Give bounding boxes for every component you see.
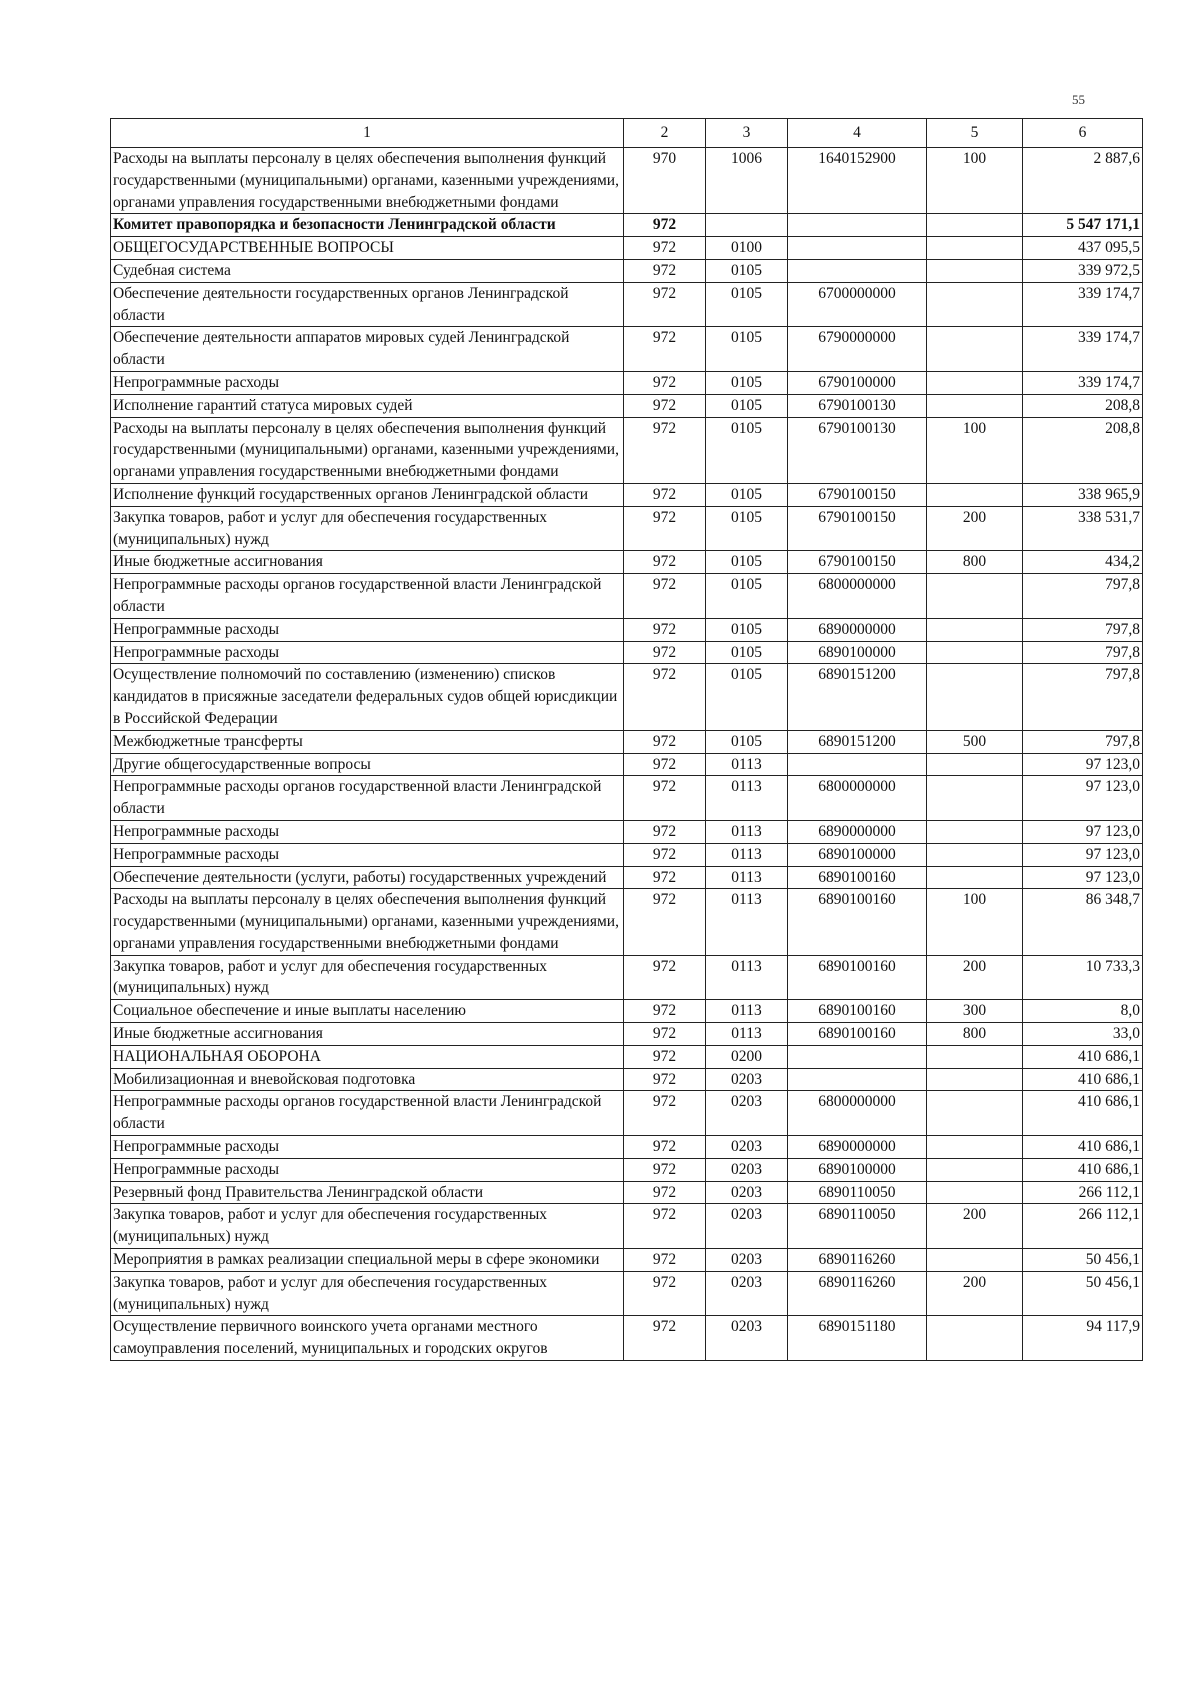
cell-grbs: 972: [624, 214, 706, 237]
cell-rzpr: 0105: [706, 664, 788, 730]
table-row: [111, 1204, 1143, 1249]
cell-amount: 50 456,1: [1023, 1249, 1143, 1272]
cell-vr: [927, 282, 1023, 327]
cell-vr: 500: [927, 730, 1023, 753]
cell-amount: 434,2: [1023, 551, 1143, 574]
cell-vr: [927, 618, 1023, 641]
table-row: [111, 1091, 1143, 1136]
cell-grbs: 972: [624, 1023, 706, 1046]
cell-vr: [927, 753, 1023, 776]
cell-name: Другие общегосударственные вопросы: [111, 753, 624, 776]
cell-grbs: 972: [624, 955, 706, 1000]
cell-amount: 797,8: [1023, 730, 1143, 753]
table-row: [111, 1249, 1143, 1272]
cell-vr: [927, 1249, 1023, 1272]
cell-amount: 797,8: [1023, 618, 1143, 641]
cell-vr: [927, 394, 1023, 417]
table-row: [111, 417, 1143, 483]
cell-name: Расходы на выплаты персоналу в целях обеспечения выполнения функций государственными (муниципальными) органами, казенными учреждениями, органами управления государственными внебюджетными фондами: [111, 417, 624, 483]
cell-csr: 6890100160: [788, 889, 927, 955]
cell-amount: 97 123,0: [1023, 820, 1143, 843]
cell-csr: 6890110050: [788, 1181, 927, 1204]
cell-csr: 6800000000: [788, 1091, 927, 1136]
table-header-row: [111, 119, 1143, 148]
cell-amount: 410 686,1: [1023, 1045, 1143, 1068]
cell-grbs: 972: [624, 1249, 706, 1272]
cell-name: Иные бюджетные ассигнования: [111, 1023, 624, 1046]
table-row: [111, 483, 1143, 506]
cell-vr: [927, 574, 1023, 619]
budget-table: [110, 118, 1143, 1361]
cell-vr: [927, 776, 1023, 821]
cell-rzpr: 0113: [706, 843, 788, 866]
cell-rzpr: 0105: [706, 417, 788, 483]
cell-rzpr: 0105: [706, 371, 788, 394]
table-row: [111, 1181, 1143, 1204]
cell-csr: 6890151200: [788, 730, 927, 753]
cell-vr: [927, 371, 1023, 394]
cell-name: Непрограммные расходы органов государственной власти Ленинградской области: [111, 776, 624, 821]
cell-amount: 339 174,7: [1023, 282, 1143, 327]
cell-name: Исполнение гарантий статуса мировых судей: [111, 394, 624, 417]
cell-amount: 208,8: [1023, 417, 1143, 483]
table-row: [111, 282, 1143, 327]
cell-vr: [927, 641, 1023, 664]
cell-grbs: 972: [624, 776, 706, 821]
cell-amount: 97 123,0: [1023, 776, 1143, 821]
cell-vr: 200: [927, 955, 1023, 1000]
cell-rzpr: 0113: [706, 776, 788, 821]
cell-csr: 6790100130: [788, 394, 927, 417]
cell-vr: 800: [927, 1023, 1023, 1046]
column-header-csr: 4: [788, 119, 927, 148]
cell-grbs: 972: [624, 1136, 706, 1159]
cell-name: Комитет правопорядка и безопасности Ленинградской области: [111, 214, 624, 237]
table-row: [111, 1000, 1143, 1023]
table-row: [111, 237, 1143, 260]
cell-rzpr: 0203: [706, 1316, 788, 1361]
cell-name: Непрограммные расходы органов государственной власти Ленинградской области: [111, 574, 624, 619]
cell-rzpr: 0113: [706, 955, 788, 1000]
cell-csr: [788, 237, 927, 260]
table-row: [111, 1045, 1143, 1068]
cell-csr: 6890100160: [788, 866, 927, 889]
cell-grbs: 972: [624, 1000, 706, 1023]
cell-amount: 33,0: [1023, 1023, 1143, 1046]
cell-rzpr: 0203: [706, 1204, 788, 1249]
cell-rzpr: 0105: [706, 282, 788, 327]
cell-name: Мероприятия в рамках реализации специальной меры в сфере экономики: [111, 1249, 624, 1272]
cell-csr: 6890151200: [788, 664, 927, 730]
cell-name: Непрограммные расходы: [111, 843, 624, 866]
cell-amount: 97 123,0: [1023, 753, 1143, 776]
cell-vr: [927, 1181, 1023, 1204]
cell-csr: [788, 1045, 927, 1068]
cell-csr: 6790100150: [788, 506, 927, 551]
cell-grbs: 972: [624, 618, 706, 641]
cell-csr: 6700000000: [788, 282, 927, 327]
table-row: [111, 641, 1143, 664]
cell-grbs: 972: [624, 889, 706, 955]
cell-vr: [927, 866, 1023, 889]
cell-grbs: 972: [624, 237, 706, 260]
cell-grbs: 972: [624, 574, 706, 619]
cell-rzpr: 0105: [706, 551, 788, 574]
cell-name: ОБЩЕГОСУДАРСТВЕННЫЕ ВОПРОСЫ: [111, 237, 624, 260]
cell-csr: 6790100150: [788, 551, 927, 574]
cell-rzpr: 0203: [706, 1249, 788, 1272]
cell-grbs: 972: [624, 282, 706, 327]
cell-amount: 97 123,0: [1023, 866, 1143, 889]
cell-vr: [927, 259, 1023, 282]
cell-grbs: 972: [624, 730, 706, 753]
cell-name: Обеспечение деятельности аппаратов мировых судей Ленинградской области: [111, 327, 624, 372]
cell-name: Расходы на выплаты персоналу в целях обеспечения выполнения функций государственными (муниципальными) органами, казенными учреждениями, органами управления государственными внебюджетными фондами: [111, 148, 624, 214]
cell-rzpr: 0200: [706, 1045, 788, 1068]
table-row: [111, 506, 1143, 551]
cell-name: Непрограммные расходы: [111, 641, 624, 664]
cell-vr: [927, 1091, 1023, 1136]
cell-rzpr: 0113: [706, 753, 788, 776]
cell-grbs: 970: [624, 148, 706, 214]
cell-grbs: 972: [624, 259, 706, 282]
cell-name: Непрограммные расходы: [111, 820, 624, 843]
cell-amount: 208,8: [1023, 394, 1143, 417]
cell-rzpr: 0105: [706, 506, 788, 551]
cell-rzpr: 0203: [706, 1271, 788, 1316]
table-row: [111, 664, 1143, 730]
table-row: [111, 214, 1143, 237]
cell-vr: [927, 214, 1023, 237]
cell-name: Закупка товаров, работ и услуг для обеспечения государственных (муниципальных) нужд: [111, 1204, 624, 1249]
cell-vr: [927, 664, 1023, 730]
cell-grbs: 972: [624, 1068, 706, 1091]
column-header-amount: 6: [1023, 119, 1143, 148]
cell-csr: 6890110050: [788, 1204, 927, 1249]
cell-csr: 6890000000: [788, 820, 927, 843]
cell-rzpr: [706, 214, 788, 237]
cell-amount: 339 174,7: [1023, 327, 1143, 372]
cell-vr: [927, 1136, 1023, 1159]
table-row: [111, 730, 1143, 753]
cell-name: Осуществление первичного воинского учета органами местного самоуправления поселений, муниципальных и городских округов: [111, 1316, 624, 1361]
cell-csr: 6890151180: [788, 1316, 927, 1361]
cell-name: Непрограммные расходы: [111, 1158, 624, 1181]
cell-name: Резервный фонд Правительства Ленинградской области: [111, 1181, 624, 1204]
cell-vr: [927, 1045, 1023, 1068]
table-row: [111, 843, 1143, 866]
cell-vr: 100: [927, 417, 1023, 483]
cell-csr: 6790100150: [788, 483, 927, 506]
cell-grbs: 972: [624, 1316, 706, 1361]
table-row: [111, 1023, 1143, 1046]
cell-name: Осуществление полномочий по составлению (изменению) списков кандидатов в присяжные заседатели федеральных судов общей юрисдикции в Российской Федерации: [111, 664, 624, 730]
table-row: [111, 574, 1143, 619]
cell-amount: 10 733,3: [1023, 955, 1143, 1000]
table-row: [111, 889, 1143, 955]
table-row: [111, 1271, 1143, 1316]
cell-amount: 410 686,1: [1023, 1068, 1143, 1091]
cell-csr: 6790100000: [788, 371, 927, 394]
page-number: 55: [1072, 92, 1085, 107]
cell-vr: [927, 1158, 1023, 1181]
cell-amount: 5 547 171,1: [1023, 214, 1143, 237]
cell-grbs: 972: [624, 506, 706, 551]
cell-name: Расходы на выплаты персоналу в целях обеспечения выполнения функций государственными (муниципальными) органами, казенными учреждениями, органами управления государственными внебюджетными фондами: [111, 889, 624, 955]
table-row: [111, 327, 1143, 372]
cell-grbs: 972: [624, 664, 706, 730]
cell-vr: [927, 327, 1023, 372]
cell-vr: 200: [927, 1271, 1023, 1316]
cell-csr: [788, 753, 927, 776]
cell-grbs: 972: [624, 371, 706, 394]
cell-name: Непрограммные расходы: [111, 618, 624, 641]
cell-grbs: 972: [624, 1158, 706, 1181]
table-row: [111, 1316, 1143, 1361]
cell-grbs: 972: [624, 866, 706, 889]
cell-vr: 100: [927, 148, 1023, 214]
cell-name: Мобилизационная и вневойсковая подготовка: [111, 1068, 624, 1091]
cell-amount: 338 965,9: [1023, 483, 1143, 506]
cell-name: НАЦИОНАЛЬНАЯ ОБОРОНА: [111, 1045, 624, 1068]
cell-name: Обеспечение деятельности (услуги, работы) государственных учреждений: [111, 866, 624, 889]
cell-rzpr: 0105: [706, 259, 788, 282]
cell-csr: 1640152900: [788, 148, 927, 214]
column-header-grbs: 2: [624, 119, 706, 148]
cell-grbs: 972: [624, 394, 706, 417]
table-row: [111, 371, 1143, 394]
cell-csr: 6890100000: [788, 641, 927, 664]
cell-csr: 6890100000: [788, 1158, 927, 1181]
cell-amount: 97 123,0: [1023, 843, 1143, 866]
cell-amount: 339 972,5: [1023, 259, 1143, 282]
cell-csr: [788, 259, 927, 282]
column-header-rzpr: 3: [706, 119, 788, 148]
table-row: [111, 551, 1143, 574]
cell-csr: 6890100160: [788, 1000, 927, 1023]
cell-rzpr: 0113: [706, 889, 788, 955]
cell-vr: [927, 1316, 1023, 1361]
cell-grbs: 972: [624, 1091, 706, 1136]
cell-name: Непрограммные расходы: [111, 371, 624, 394]
cell-name: Социальное обеспечение и иные выплаты населению: [111, 1000, 624, 1023]
cell-grbs: 972: [624, 641, 706, 664]
table-row: [111, 820, 1143, 843]
cell-vr: 800: [927, 551, 1023, 574]
cell-csr: [788, 214, 927, 237]
cell-rzpr: 0105: [706, 483, 788, 506]
cell-name: Непрограммные расходы: [111, 1136, 624, 1159]
cell-amount: 410 686,1: [1023, 1091, 1143, 1136]
cell-vr: [927, 1068, 1023, 1091]
table-row: [111, 618, 1143, 641]
cell-grbs: 972: [624, 483, 706, 506]
cell-grbs: 972: [624, 1271, 706, 1316]
cell-vr: [927, 237, 1023, 260]
cell-csr: 6890116260: [788, 1271, 927, 1316]
column-header-name: 1: [111, 119, 624, 148]
cell-rzpr: 0113: [706, 1023, 788, 1046]
cell-rzpr: 0203: [706, 1068, 788, 1091]
cell-name: Исполнение функций государственных органов Ленинградской области: [111, 483, 624, 506]
cell-rzpr: 0105: [706, 574, 788, 619]
cell-grbs: 972: [624, 1204, 706, 1249]
cell-csr: 6890100160: [788, 955, 927, 1000]
cell-csr: 6800000000: [788, 776, 927, 821]
cell-rzpr: 0113: [706, 1000, 788, 1023]
cell-grbs: 972: [624, 753, 706, 776]
cell-grbs: 972: [624, 417, 706, 483]
cell-name: Закупка товаров, работ и услуг для обеспечения государственных (муниципальных) нужд: [111, 506, 624, 551]
cell-grbs: 972: [624, 327, 706, 372]
cell-rzpr: 0105: [706, 730, 788, 753]
cell-grbs: 972: [624, 1045, 706, 1068]
cell-amount: 797,8: [1023, 574, 1143, 619]
cell-amount: 2 887,6: [1023, 148, 1143, 214]
cell-csr: [788, 1068, 927, 1091]
cell-amount: 338 531,7: [1023, 506, 1143, 551]
cell-amount: 410 686,1: [1023, 1158, 1143, 1181]
cell-csr: 6890100000: [788, 843, 927, 866]
cell-rzpr: 0105: [706, 327, 788, 372]
table-row: [111, 1136, 1143, 1159]
cell-vr: [927, 843, 1023, 866]
cell-name: Обеспечение деятельности государственных органов Ленинградской области: [111, 282, 624, 327]
table-row: [111, 1068, 1143, 1091]
cell-rzpr: 0113: [706, 866, 788, 889]
cell-vr: [927, 483, 1023, 506]
table-row: [111, 148, 1143, 214]
cell-vr: 200: [927, 1204, 1023, 1249]
table-row: [111, 394, 1143, 417]
cell-csr: 6790100130: [788, 417, 927, 483]
cell-csr: 6890000000: [788, 618, 927, 641]
cell-amount: 8,0: [1023, 1000, 1143, 1023]
cell-vr: 300: [927, 1000, 1023, 1023]
cell-rzpr: 0203: [706, 1136, 788, 1159]
cell-amount: 437 095,5: [1023, 237, 1143, 260]
cell-name: Закупка товаров, работ и услуг для обеспечения государственных (муниципальных) нужд: [111, 955, 624, 1000]
cell-amount: 94 117,9: [1023, 1316, 1143, 1361]
cell-amount: 410 686,1: [1023, 1136, 1143, 1159]
cell-rzpr: 0113: [706, 820, 788, 843]
table-row: [111, 753, 1143, 776]
cell-csr: 6890116260: [788, 1249, 927, 1272]
cell-grbs: 972: [624, 551, 706, 574]
table-row: [111, 1158, 1143, 1181]
cell-grbs: 972: [624, 1181, 706, 1204]
cell-name: Непрограммные расходы органов государственной власти Ленинградской области: [111, 1091, 624, 1136]
cell-amount: 339 174,7: [1023, 371, 1143, 394]
cell-csr: 6790000000: [788, 327, 927, 372]
cell-vr: 200: [927, 506, 1023, 551]
cell-csr: 6890100160: [788, 1023, 927, 1046]
column-header-vr: 5: [927, 119, 1023, 148]
cell-csr: 6800000000: [788, 574, 927, 619]
cell-grbs: 972: [624, 820, 706, 843]
cell-vr: [927, 820, 1023, 843]
table-row: [111, 259, 1143, 282]
cell-vr: 100: [927, 889, 1023, 955]
cell-rzpr: 0105: [706, 618, 788, 641]
cell-rzpr: 0203: [706, 1181, 788, 1204]
cell-amount: 86 348,7: [1023, 889, 1143, 955]
cell-rzpr: 0203: [706, 1158, 788, 1181]
cell-name: Судебная система: [111, 259, 624, 282]
table-body: [111, 148, 1143, 1361]
table-row: [111, 866, 1143, 889]
cell-amount: 50 456,1: [1023, 1271, 1143, 1316]
cell-rzpr: 0203: [706, 1091, 788, 1136]
cell-grbs: 972: [624, 843, 706, 866]
cell-name: Закупка товаров, работ и услуг для обеспечения государственных (муниципальных) нужд: [111, 1271, 624, 1316]
cell-amount: 797,8: [1023, 664, 1143, 730]
table-row: [111, 776, 1143, 821]
table-row: [111, 955, 1143, 1000]
cell-rzpr: 1006: [706, 148, 788, 214]
cell-csr: 6890000000: [788, 1136, 927, 1159]
cell-rzpr: 0100: [706, 237, 788, 260]
cell-rzpr: 0105: [706, 641, 788, 664]
cell-amount: 266 112,1: [1023, 1181, 1143, 1204]
cell-name: Иные бюджетные ассигнования: [111, 551, 624, 574]
cell-amount: 266 112,1: [1023, 1204, 1143, 1249]
cell-name: Межбюджетные трансферты: [111, 730, 624, 753]
cell-amount: 797,8: [1023, 641, 1143, 664]
cell-rzpr: 0105: [706, 394, 788, 417]
